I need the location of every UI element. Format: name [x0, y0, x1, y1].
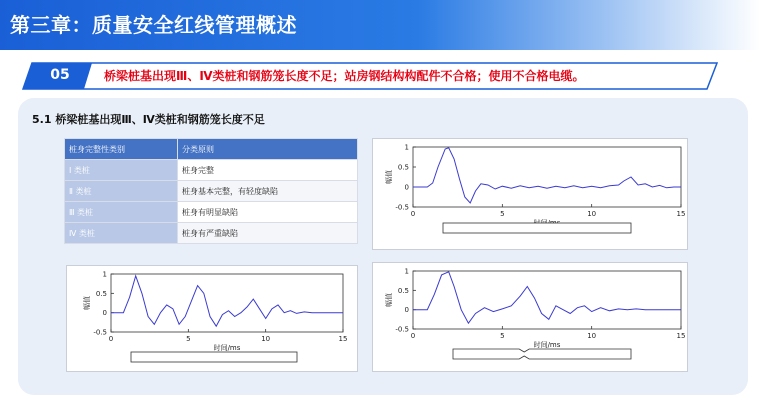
- y-tick-label: -0.5: [395, 203, 409, 212]
- x-tick-label: 15: [338, 335, 348, 343]
- table-cell-principle: 桩身有严重缺陷: [178, 223, 358, 244]
- x-tick-label: 0: [410, 210, 416, 218]
- y-tick-label: -0.5: [93, 328, 107, 337]
- waveform-chart: [373, 263, 687, 371]
- waveform-plot-bottom-left: [66, 265, 358, 372]
- x-tick-label: 5: [500, 210, 505, 218]
- plot-frame: [111, 274, 343, 332]
- page-title: 第三章：质量安全红线管理概述: [10, 13, 297, 37]
- table-cell-category: Ⅲ 类桩: [65, 202, 178, 223]
- topic-number: 05: [50, 67, 70, 83]
- x-tick-label: 15: [676, 210, 686, 218]
- table-row: [65, 160, 358, 181]
- x-tick-label: 5: [186, 335, 191, 343]
- waveform-plot-top-right: [372, 138, 688, 250]
- y-tick-label: 0: [102, 309, 107, 318]
- y-axis-label: 幅值: [385, 293, 393, 307]
- y-tick-label: -0.5: [395, 325, 409, 334]
- x-tick-label: 5: [500, 332, 505, 340]
- x-axis-label: 时间/ms: [533, 341, 561, 349]
- y-axis-label: 幅值: [385, 170, 393, 184]
- waveform-line: [111, 276, 343, 326]
- table-header-cell: 分类原则: [178, 139, 358, 160]
- x-axis-label: 时间/ms: [213, 344, 241, 352]
- table-row: [65, 202, 358, 223]
- table-cell-principle: 桩身有明显缺陷: [178, 202, 358, 223]
- x-tick-label: 0: [410, 332, 416, 340]
- waveform-chart: [373, 139, 687, 249]
- waveform-line: [413, 272, 681, 323]
- pile-sketch: [443, 223, 631, 233]
- y-tick-label: 1: [404, 143, 409, 152]
- y-axis-label: 幅值: [83, 296, 91, 310]
- x-tick-label: 0: [108, 335, 114, 343]
- y-tick-label: 0: [404, 183, 409, 192]
- table-cell-principle: 桩身基本完整，有轻度缺陷: [178, 181, 358, 202]
- x-tick-label: 10: [587, 332, 597, 340]
- section-title: 5.1 桥梁桩基出现Ⅲ、Ⅳ类桩和钢筋笼长度不足: [32, 113, 265, 126]
- table-row: [65, 223, 358, 244]
- x-tick-label: 10: [261, 335, 271, 343]
- waveform-chart: [67, 266, 357, 371]
- pile-sketch: [131, 352, 297, 362]
- table-cell-category: Ⅱ 类桩: [65, 181, 178, 202]
- plot-frame: [413, 271, 681, 329]
- topic-banner: [22, 62, 718, 90]
- table-row: [65, 181, 358, 202]
- topic-text: 桥梁桩基出现Ⅲ、Ⅳ类桩和钢筋笼长度不足；站房钢结构构配件不合格；使用不合格电缆。: [104, 69, 585, 83]
- table-cell-category: Ⅰ 类桩: [65, 160, 178, 181]
- y-tick-label: 0.5: [95, 289, 107, 298]
- pile-class-table: [64, 138, 358, 244]
- waveform-line: [413, 148, 681, 203]
- table-header-row: [65, 139, 358, 160]
- y-tick-label: 1: [404, 267, 409, 276]
- table-cell-principle: 桩身完整: [178, 160, 358, 181]
- x-tick-label: 15: [676, 332, 686, 340]
- pile-sketch: [453, 349, 631, 359]
- y-tick-label: 0.5: [397, 163, 409, 172]
- x-tick-label: 10: [587, 210, 597, 218]
- table-header-cell: 桩身完整性类别: [65, 139, 178, 160]
- table-cell-category: Ⅳ 类桩: [65, 223, 178, 244]
- y-tick-label: 0.5: [397, 286, 409, 295]
- y-tick-label: 0: [404, 306, 409, 315]
- y-tick-label: 1: [102, 270, 107, 279]
- waveform-plot-bottom-right: [372, 262, 688, 372]
- title-bar: [0, 0, 760, 50]
